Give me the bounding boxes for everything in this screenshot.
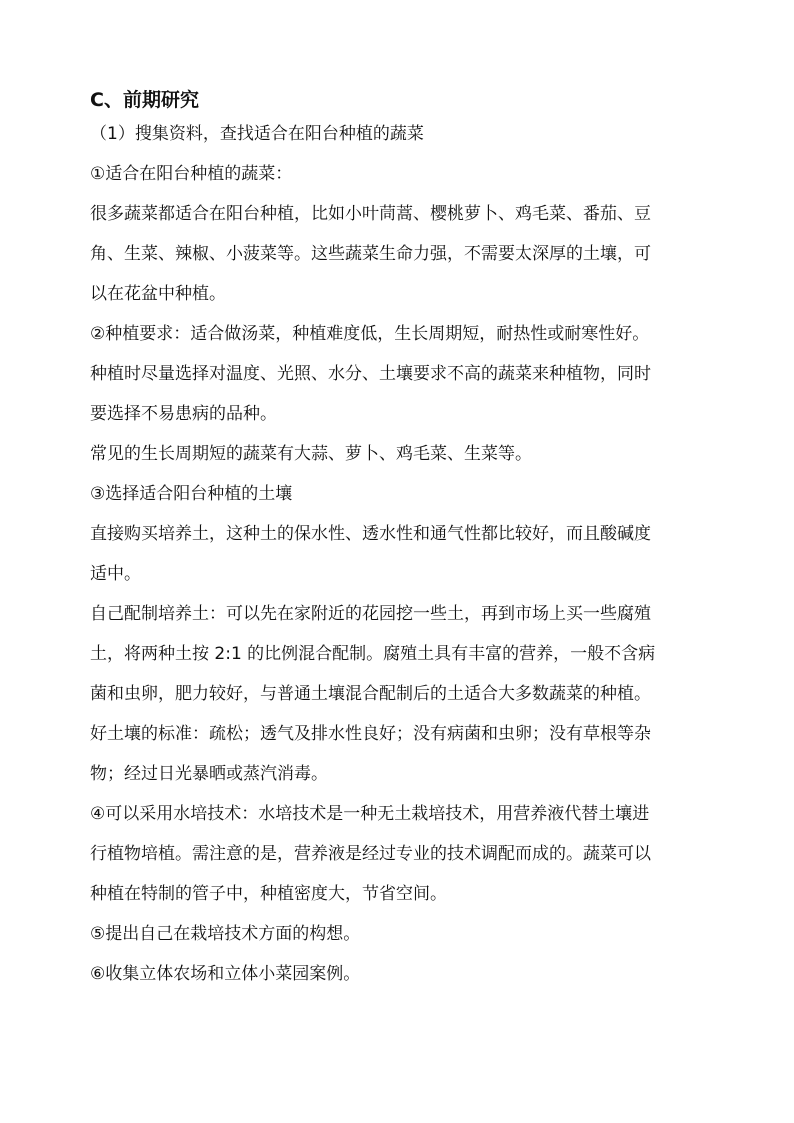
- paragraph-line: 直接购买培养土，这种土的保水性、透水性和通气性都比较好，而且酸碱度: [90, 524, 651, 544]
- section-heading: C、前期研究: [90, 89, 199, 111]
- paragraph-line: 行植物培植。需注意的是，营养液是经过专业的技术调配而成的。蔬菜可以: [90, 844, 651, 864]
- paragraph-line: 种植时尽量选择对温度、光照、水分、土壤要求不高的蔬菜来种植物，同时: [90, 364, 651, 384]
- paragraph-line: 很多蔬菜都适合在阳台种植，比如小叶茼蒿、樱桃萝卜、鸡毛菜、番茄、豆: [90, 204, 651, 224]
- paragraph-line: 自己配制培养土：可以先在家附近的花园挖一些土，再到市场上买一些腐殖: [90, 604, 651, 624]
- paragraph-line: 好土壤的标准：疏松；透气及排水性良好；没有病菌和虫卵；没有草根等杂: [90, 724, 651, 744]
- paragraph-line: ③选择适合阳台种植的土壤: [90, 484, 293, 504]
- paragraph-line: 适中。: [90, 564, 141, 584]
- paragraph-line: ①适合在阳台种植的蔬菜：: [90, 164, 293, 184]
- paragraph-line: 以在花盆中种植。: [90, 284, 226, 304]
- subheading: （1）搜集资料，查找适合在阳台种植的蔬菜: [90, 124, 424, 144]
- page-content: [90, 84, 720, 984]
- paragraph-line: 菌和虫卵，肥力较好，与普通土壤混合配制后的土适合大多数蔬菜的种植。: [90, 684, 651, 704]
- paragraph-line: 物；经过日光暴晒或蒸汽消毒。: [90, 764, 328, 784]
- paragraph-line: 要选择不易患病的品种。: [90, 404, 277, 424]
- paragraph-line: ②种植要求：适合做汤菜，种植难度低，生长周期短，耐热性或耐寒性好。: [90, 324, 650, 344]
- paragraph-line: 土，将两种土按 2:1 的比例混合配制。腐殖土具有丰富的营养，一般不含病: [90, 644, 656, 664]
- paragraph-line: ⑤提出自己在栽培技术方面的构想。: [90, 924, 361, 944]
- paragraph-line: 种植在特制的管子中，种植密度大，节省空间。: [90, 884, 447, 904]
- paragraph-line: 常见的生长周期短的蔬菜有大蒜、萝卜、鸡毛菜、生菜等。: [90, 444, 532, 464]
- paragraph-line: ④可以采用水培技术：水培技术是一种无土栽培技术，用营养液代替土壤进: [90, 804, 650, 824]
- paragraph-line: ⑥收集立体农场和立体小菜园案例。: [90, 964, 361, 984]
- paragraph-line: 角、生菜、辣椒、小菠菜等。这些蔬菜生命力强，不需要太深厚的土壤，可: [90, 244, 651, 264]
